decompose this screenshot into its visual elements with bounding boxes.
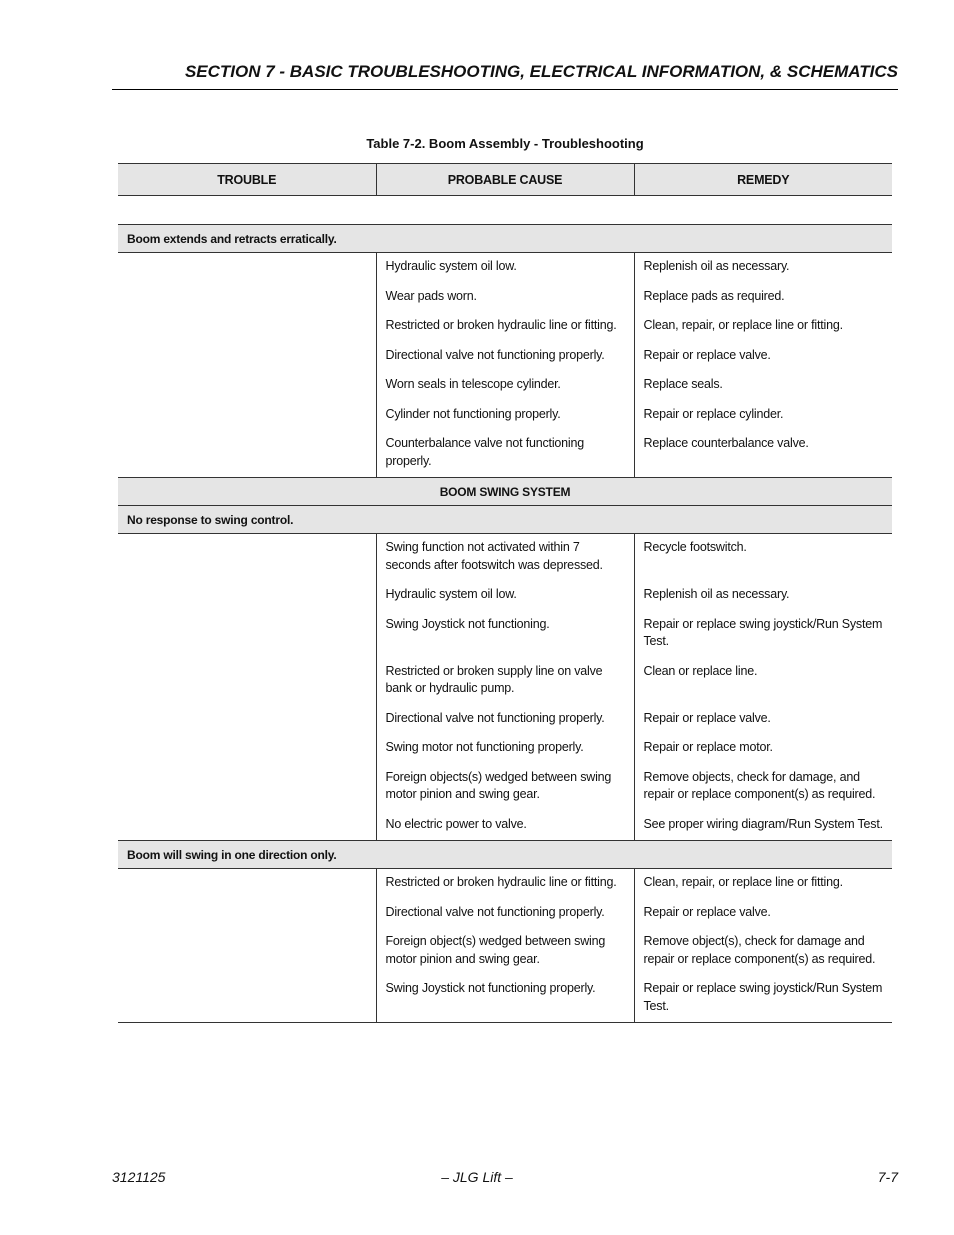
probable-cause-text: Restricted or broken hydraulic line or fitting. bbox=[385, 318, 617, 332]
probable-cause-text: Swing function not activated within 7 seconds after footswitch was depressed. bbox=[385, 540, 603, 572]
table-row bbox=[118, 283, 892, 313]
probable-cause-text: Counterbalance valve not functioning properly. bbox=[385, 436, 584, 468]
header-spacer bbox=[118, 196, 892, 225]
table-row bbox=[118, 430, 892, 478]
trouble-label: No response to swing control. bbox=[118, 506, 892, 534]
remedy-text: Replenish oil as necessary. bbox=[643, 587, 790, 601]
remedy-text: Repair or replace motor. bbox=[643, 740, 773, 754]
trouble-cell-empty bbox=[118, 253, 376, 283]
trouble-cell-empty bbox=[118, 342, 376, 372]
trouble-cell-empty bbox=[118, 283, 376, 313]
trouble-cell-empty bbox=[118, 581, 376, 611]
table-row bbox=[118, 611, 892, 658]
table-row bbox=[118, 734, 892, 764]
trouble-cell-empty bbox=[118, 658, 376, 705]
probable-cause-cell bbox=[376, 811, 634, 841]
remedy-text: Replenish oil as necessary. bbox=[643, 259, 790, 273]
probable-cause-cell bbox=[376, 253, 634, 283]
table-row bbox=[118, 811, 892, 841]
probable-cause-text: Directional valve not functioning properly. bbox=[385, 347, 605, 362]
remedy-text: Clean, repair, or replace line or fitting. bbox=[643, 318, 843, 332]
trouble-cell-empty bbox=[118, 734, 376, 764]
probable-cause-text: Swing Joystick not functioning properly. bbox=[385, 981, 596, 995]
trouble-cell-empty bbox=[118, 869, 376, 899]
remedy-text: Replace pads as required. bbox=[643, 288, 785, 303]
trouble-cell-empty bbox=[118, 371, 376, 401]
probable-cause-text: Hydraulic system oil low. bbox=[385, 259, 517, 273]
table-row bbox=[118, 253, 892, 283]
probable-cause-text: Wear pads worn. bbox=[385, 288, 477, 303]
trouble-row bbox=[118, 841, 892, 869]
remedy-text: Repair or replace valve. bbox=[643, 347, 771, 362]
probable-cause-cell bbox=[376, 734, 634, 764]
probable-cause-cell bbox=[376, 705, 634, 735]
table-header-row bbox=[118, 164, 892, 196]
document-number: 3121125 bbox=[112, 1169, 166, 1185]
probable-cause-cell bbox=[376, 928, 634, 975]
trouble-cell-empty bbox=[118, 312, 376, 342]
probable-cause-cell bbox=[376, 764, 634, 811]
remedy-cell bbox=[634, 811, 892, 841]
remedy-cell bbox=[634, 312, 892, 342]
column-header-trouble: TROUBLE bbox=[118, 164, 376, 196]
trouble-cell-empty bbox=[118, 928, 376, 975]
table-row bbox=[118, 581, 892, 611]
probable-cause-cell bbox=[376, 899, 634, 929]
probable-cause-cell bbox=[376, 534, 634, 582]
remedy-cell bbox=[634, 705, 892, 735]
remedy-cell bbox=[634, 764, 892, 811]
table-caption: Table 7-2. Boom Assembly - Troubleshooting bbox=[366, 136, 644, 151]
trouble-label: Boom extends and retracts erratically. bbox=[118, 225, 892, 253]
table-body bbox=[118, 164, 892, 1023]
remedy-text: Clean or replace line. bbox=[643, 663, 758, 678]
trouble-cell-empty bbox=[118, 975, 376, 1023]
trouble-cell-empty bbox=[118, 401, 376, 431]
probable-cause-cell bbox=[376, 658, 634, 705]
title-rule bbox=[112, 89, 898, 90]
table-row bbox=[118, 764, 892, 811]
footer-publisher: – JLG Lift – bbox=[441, 1169, 513, 1185]
probable-cause-cell bbox=[376, 401, 634, 431]
probable-cause-cell bbox=[376, 975, 634, 1023]
probable-cause-text: No electric power to valve. bbox=[385, 816, 527, 831]
probable-cause-cell bbox=[376, 581, 634, 611]
probable-cause-cell bbox=[376, 342, 634, 372]
page-number: 7-7 bbox=[877, 1169, 898, 1185]
remedy-cell bbox=[634, 371, 892, 401]
table-row bbox=[118, 705, 892, 735]
trouble-cell-empty bbox=[118, 899, 376, 929]
remedy-text: Replace counterbalance valve. bbox=[643, 436, 809, 450]
table-row bbox=[118, 899, 892, 929]
trouble-row bbox=[118, 225, 892, 253]
trouble-cell-empty bbox=[118, 705, 376, 735]
column-header-probable-cause: PROBABLE CAUSE bbox=[376, 164, 634, 196]
remedy-cell bbox=[634, 283, 892, 313]
table-row bbox=[118, 371, 892, 401]
column-header-remedy: REMEDY bbox=[634, 164, 892, 196]
remedy-cell bbox=[634, 430, 892, 478]
probable-cause-cell bbox=[376, 430, 634, 478]
trouble-label: Boom will swing in one direction only. bbox=[118, 841, 892, 869]
remedy-text: Replace seals. bbox=[643, 377, 723, 391]
remedy-cell bbox=[634, 342, 892, 372]
trouble-cell-empty bbox=[118, 764, 376, 811]
remedy-cell bbox=[634, 658, 892, 705]
remedy-cell bbox=[634, 401, 892, 431]
remedy-cell bbox=[634, 928, 892, 975]
probable-cause-text: Restricted or broken supply line on valve bank or hydraulic pump. bbox=[385, 663, 603, 695]
table-row bbox=[118, 312, 892, 342]
probable-cause-text: Swing motor not functioning properly. bbox=[385, 740, 584, 754]
trouble-cell-empty bbox=[118, 430, 376, 478]
remedy-text: Repair or replace valve. bbox=[643, 904, 771, 919]
remedy-cell bbox=[634, 734, 892, 764]
probable-cause-text: Swing Joystick not functioning. bbox=[385, 616, 550, 631]
probable-cause-text: Directional valve not functioning properly. bbox=[385, 904, 605, 919]
table-row bbox=[118, 401, 892, 431]
remedy-cell bbox=[634, 534, 892, 582]
probable-cause-cell bbox=[376, 611, 634, 658]
remedy-text: See proper wiring diagram/Run System Test. bbox=[643, 816, 883, 831]
remedy-cell bbox=[634, 869, 892, 899]
remedy-text: Remove objects, check for damage, and repair or replace component(s) as required. bbox=[643, 769, 876, 801]
section-heading-row bbox=[118, 478, 892, 506]
probable-cause-cell bbox=[376, 869, 634, 899]
trouble-cell-empty bbox=[118, 534, 376, 582]
troubleshooting-table bbox=[118, 163, 892, 1023]
table-row bbox=[118, 928, 892, 975]
probable-cause-text: Worn seals in telescope cylinder. bbox=[385, 377, 561, 391]
probable-cause-text: Directional valve not functioning properly. bbox=[385, 710, 605, 725]
remedy-text: Repair or replace cylinder. bbox=[643, 406, 784, 421]
probable-cause-cell bbox=[376, 283, 634, 313]
table-row bbox=[118, 342, 892, 372]
remedy-text: Repair or replace valve. bbox=[643, 710, 771, 725]
probable-cause-text: Foreign objects(s) wedged between swing motor pinion and swing gear. bbox=[385, 769, 612, 801]
section-heading: BOOM SWING SYSTEM bbox=[118, 478, 892, 506]
remedy-text: Clean, repair, or replace line or fitting. bbox=[643, 875, 843, 889]
remedy-cell bbox=[634, 611, 892, 658]
table-row bbox=[118, 975, 892, 1023]
remedy-text: Repair or replace swing joystick/Run System Test. bbox=[643, 616, 883, 648]
remedy-cell bbox=[634, 253, 892, 283]
trouble-row bbox=[118, 506, 892, 534]
trouble-cell-empty bbox=[118, 811, 376, 841]
probable-cause-text: Cylinder not functioning properly. bbox=[385, 406, 561, 421]
table-row bbox=[118, 534, 892, 582]
trouble-cell-empty bbox=[118, 611, 376, 658]
remedy-text: Remove object(s), check for damage and repair or replace component(s) as required. bbox=[643, 934, 876, 966]
table-row bbox=[118, 869, 892, 899]
remedy-cell bbox=[634, 899, 892, 929]
section-title: SECTION 7 - BASIC TROUBLESHOOTING, ELECTRICAL INFORMATION, & SCHEMATICS bbox=[184, 62, 898, 81]
probable-cause-text: Restricted or broken hydraulic line or fitting. bbox=[385, 875, 617, 889]
remedy-text: Repair or replace swing joystick/Run System Test. bbox=[643, 981, 883, 1013]
table-row bbox=[118, 658, 892, 705]
remedy-cell bbox=[634, 975, 892, 1023]
remedy-text: Recycle footswitch. bbox=[643, 540, 747, 554]
probable-cause-cell bbox=[376, 312, 634, 342]
remedy-cell bbox=[634, 581, 892, 611]
probable-cause-text: Foreign object(s) wedged between swing motor pinion and swing gear. bbox=[385, 934, 606, 966]
probable-cause-text: Hydraulic system oil low. bbox=[385, 587, 517, 601]
probable-cause-cell bbox=[376, 371, 634, 401]
